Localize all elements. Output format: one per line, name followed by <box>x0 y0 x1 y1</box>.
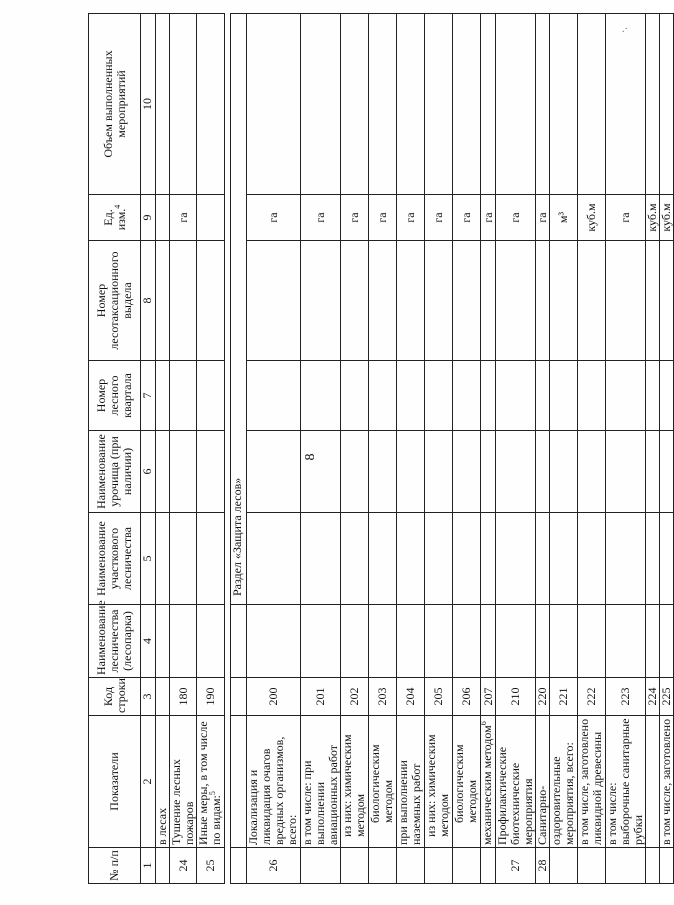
row-unit: м³ <box>550 195 578 241</box>
section-row <box>231 14 247 884</box>
table-row <box>397 14 425 884</box>
row-indicator: Иные меры, в том числе по видам:$^5$ <box>197 716 225 848</box>
row-indicator: в том числе: при выполнении авиационных работ <box>301 716 341 848</box>
row-code: 224 <box>646 678 660 716</box>
row-indicator: из них: химическим методом <box>341 716 369 848</box>
row-indicator: Санитарно- <box>536 716 550 848</box>
table-row <box>660 14 674 884</box>
row-unit: га <box>170 195 197 241</box>
column-number: 2 <box>141 716 156 848</box>
row-number: 28 <box>536 848 550 884</box>
row-indicator <box>646 716 660 848</box>
row-indicator: биологическим методом <box>369 716 397 848</box>
section-title: Раздел «Защита лесов» <box>231 14 247 605</box>
table-row <box>341 14 369 884</box>
row-unit: га <box>341 195 369 241</box>
table-row <box>550 14 578 884</box>
row-indicator: Локализация и ликвидация очагов вредных организмов, всего: <box>247 716 301 848</box>
row-indicator: механическим методом$^6$ <box>481 716 496 848</box>
col-header-volume: Объем выполненных мероприятий <box>89 14 141 195</box>
col-header-indicator: Показатели <box>89 716 141 848</box>
scan-mark: .· <box>622 24 628 35</box>
table-row <box>496 14 536 884</box>
row-code: 204 <box>397 678 425 716</box>
col-header-district: Наименование участкового лесничества <box>89 513 141 605</box>
row-code: 207 <box>481 678 496 716</box>
row-number: 26 <box>247 848 301 884</box>
table-row <box>578 14 606 884</box>
table-row <box>301 14 341 884</box>
header-row <box>89 14 141 884</box>
row-unit: га <box>496 195 536 241</box>
column-number-row <box>141 14 156 884</box>
row-code: 225 <box>660 678 674 716</box>
row-number <box>606 848 646 884</box>
column-number: 6 <box>141 431 156 513</box>
table-row <box>197 14 225 884</box>
page-number: 8 <box>303 453 318 461</box>
row-code: 201 <box>301 678 341 716</box>
column-number: 10 <box>141 14 156 195</box>
col-header-tract: Наименование урочища (при наличии) <box>89 431 141 513</box>
table-row <box>170 14 197 884</box>
row-indicator: биологическим методом <box>453 716 481 848</box>
col-header-forestry: Наименование лесничества (лесопарка) <box>89 605 141 678</box>
table-row <box>481 14 496 884</box>
row-number <box>646 848 660 884</box>
row-number <box>341 848 369 884</box>
row-unit: га <box>453 195 481 241</box>
row-code: 222 <box>578 678 606 716</box>
table-row <box>247 14 301 884</box>
row-number <box>369 848 397 884</box>
row-indicator: из них: химическим методом <box>425 716 453 848</box>
row-unit: куб.м <box>578 195 606 241</box>
column-number: 4 <box>141 605 156 678</box>
column-number: 5 <box>141 513 156 605</box>
row-indicator: в лесах <box>156 716 170 848</box>
row-unit: га <box>369 195 397 241</box>
table-row <box>425 14 453 884</box>
row-indicator: в том числе, заготовлено <box>660 716 674 848</box>
column-number: 9 <box>141 195 156 241</box>
col-header-quarter: Номер лесного квартала <box>89 361 141 431</box>
row-number <box>301 848 341 884</box>
table-row <box>536 14 550 884</box>
row-code: 205 <box>425 678 453 716</box>
row-number <box>156 848 170 884</box>
row-code: 180 <box>170 678 197 716</box>
row-number <box>550 848 578 884</box>
row-code <box>156 678 170 716</box>
row-indicator: в том числе: выборочные санитарные рубки <box>606 716 646 848</box>
row-number <box>453 848 481 884</box>
row-code: 223 <box>606 678 646 716</box>
col-header-code: Код строки <box>89 678 141 716</box>
row-number <box>660 848 674 884</box>
table-row <box>453 14 481 884</box>
row-unit: га <box>247 195 301 241</box>
row-indicator: в том числе, заготовлено ликвидной древесины <box>578 716 606 848</box>
table-row <box>646 14 660 884</box>
col-header-allotment: Номер лесотаксационного выдела <box>89 241 141 361</box>
row-code: 190 <box>197 678 225 716</box>
col-header-unit: Ед. изм.$^4$ <box>89 195 141 241</box>
row-number: 25 <box>197 848 225 884</box>
row-unit: га <box>606 195 646 241</box>
table-row <box>606 14 646 884</box>
column-number: 1 <box>141 848 156 884</box>
row-number: 24 <box>170 848 197 884</box>
row-unit: га <box>481 195 496 241</box>
table-row <box>156 14 170 884</box>
row-unit: куб.м <box>646 195 660 241</box>
report-table <box>88 13 674 884</box>
row-indicator: Тушение лесных пожаров <box>170 716 197 848</box>
row-code: 202 <box>341 678 369 716</box>
row-code: 220 <box>536 678 550 716</box>
row-number <box>481 848 496 884</box>
row-number <box>578 848 606 884</box>
row-unit <box>197 195 225 241</box>
row-indicator: Профилактические биотехнические мероприятия <box>496 716 536 848</box>
row-indicator: оздоровительные мероприятия, всего: <box>550 716 578 848</box>
row-code: 206 <box>453 678 481 716</box>
rotated-table-frame <box>88 14 673 884</box>
column-number: 3 <box>141 678 156 716</box>
row-unit: куб.м <box>660 195 674 241</box>
row-unit: га <box>397 195 425 241</box>
row-unit: га <box>425 195 453 241</box>
row-number <box>397 848 425 884</box>
row-number: 27 <box>496 848 536 884</box>
row-unit: га <box>536 195 550 241</box>
row-unit <box>156 195 170 241</box>
row-code: 200 <box>247 678 301 716</box>
table-row <box>369 14 397 884</box>
col-header-num: № п/п <box>89 848 141 884</box>
row-code: 203 <box>369 678 397 716</box>
row-unit: га <box>301 195 341 241</box>
column-number: 8 <box>141 241 156 361</box>
row-indicator: при выполнении наземных работ <box>397 716 425 848</box>
column-number: 7 <box>141 361 156 431</box>
row-number <box>425 848 453 884</box>
row-code: 210 <box>496 678 536 716</box>
row-code: 221 <box>550 678 578 716</box>
